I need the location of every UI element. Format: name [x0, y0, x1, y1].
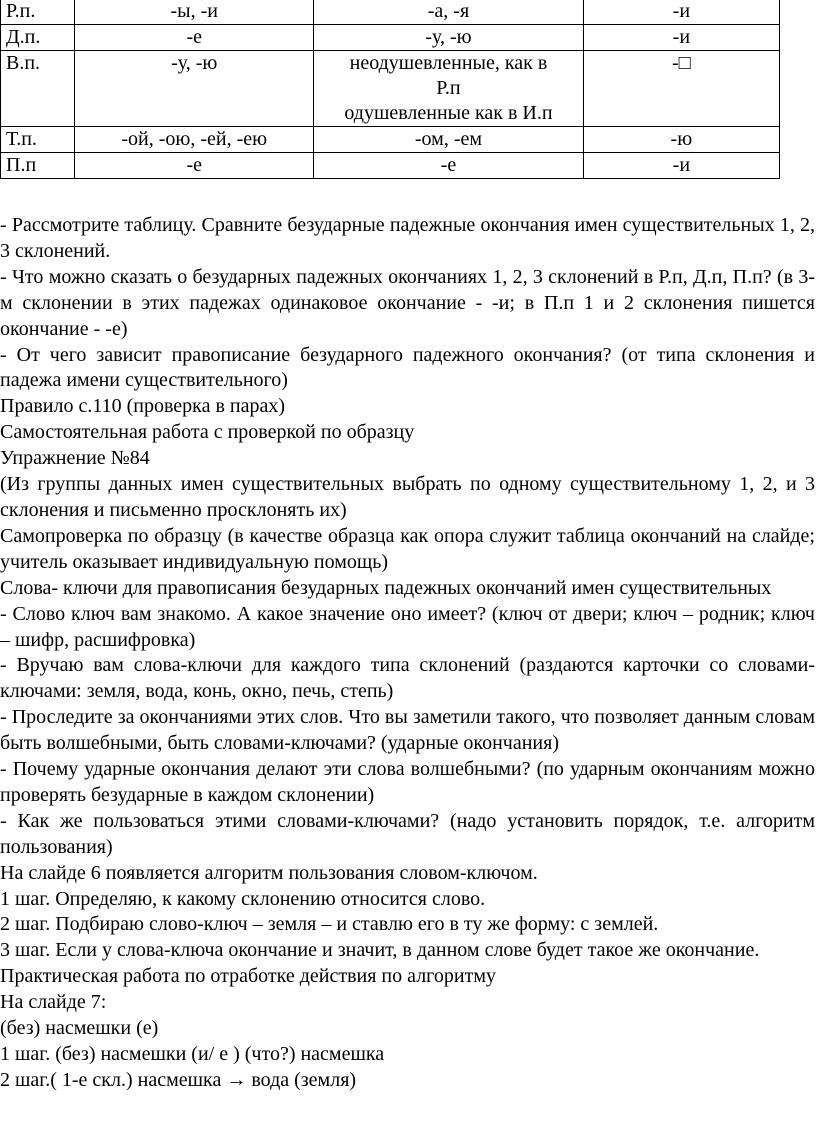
- paragraph: - Как же пользоваться этими словами-ключами? (надо установить порядок, т.е. алгоритм пользования): [0, 809, 815, 858]
- paragraph: - Проследите за окончаниями этих слов. Что вы заметили такого, что позволяет данным словам быть волшебными, быть словами-ключами? (ударные окончания): [0, 706, 815, 755]
- cell-line: Р.п: [436, 77, 461, 99]
- case-cell: Т.п.: [1, 127, 75, 153]
- ending-cell: -□: [583, 51, 779, 127]
- table-row: [1, 25, 780, 51]
- table-row: [1, 51, 780, 127]
- ending-cell: -е: [75, 25, 314, 51]
- ending-cell: -е: [314, 153, 583, 179]
- paragraph: Правило с.110 (проверка в парах): [0, 395, 285, 418]
- ending-cell: -ю: [583, 127, 779, 153]
- cell-line: одушевленные как в И.п: [344, 102, 553, 124]
- ending-cell: [314, 51, 583, 127]
- ending-cell: -ом, -ем: [314, 127, 583, 153]
- table-row: [1, 153, 780, 179]
- ending-cell: -е: [75, 153, 314, 179]
- paragraph: На слайде 6 появляется алгоритм пользования словом-ключом.: [0, 861, 538, 884]
- paragraph: 3 шаг. Если у слова-ключа окончание и значит, в данном слове будет такое же окончание.: [0, 939, 760, 962]
- table-row: [1, 127, 780, 153]
- ending-cell: -а, -я: [314, 0, 583, 25]
- document-body: [0, 213, 815, 1094]
- ending-cell: -ы, -и: [75, 0, 314, 25]
- table-row: [1, 0, 780, 25]
- paragraph: - Почему ударные окончания делают эти слова волшебными? (по ударным окончаниям можно проверять безударные в каждом склонении): [0, 758, 815, 806]
- paragraph: Самостоятельная работа с проверкой по образцу: [0, 421, 415, 444]
- case-cell: Р.п.: [1, 0, 75, 25]
- paragraph: - Рассмотрите таблицу. Сравните безударные падежные окончания имен существительных 1, 2, 3 склонений.: [0, 214, 815, 262]
- paragraph: 1 шаг. Определяю, к какому склонению относится слово.: [0, 887, 486, 910]
- paragraph: - Что можно сказать о безударных падежных окончаниях 1, 2, 3 склонений в Р.п, Д.п, П.п? (в 3-м склонении в этих падежах одинаковое окончание - -и; в П.п 1 и 2 склонения пишется окончание - -е): [0, 265, 815, 340]
- paragraph: 2 шаг. Подбираю слово-ключ – земля – и ставлю его в ту же форму: с землей.: [0, 913, 659, 936]
- ending-cell: -и: [583, 153, 779, 179]
- ending-cell: -у, -ю: [75, 51, 314, 127]
- case-cell: П.п: [1, 153, 75, 179]
- ending-cell: -и: [583, 25, 779, 51]
- case-cell: Д.п.: [1, 25, 75, 51]
- paragraph: Самопроверка по образцу (в качестве образца как опора служит таблица окончаний на слайде; учитель оказывает индивидуальную помощь): [0, 524, 815, 573]
- paragraph: 1 шаг. (без) насмешки (и/ е ) (что?) насмешка: [0, 1043, 385, 1065]
- paragraph: На слайде 7:: [0, 991, 107, 1014]
- ending-cell: -ой, -ою, -ей, -ею: [75, 127, 314, 153]
- paragraph: 2 шаг.( 1-е скл.) насмешка → вода (земля): [0, 1068, 357, 1091]
- paragraph: Слова- ключи для правописания безударных падежных окончаний имен существительных: [0, 576, 772, 599]
- paragraph: Практическая работа по отработке действия по алгоритму: [0, 965, 496, 988]
- case-cell: В.п.: [1, 51, 75, 127]
- paragraph: - Вручаю вам слова-ключи для каждого типа склонений (раздаются карточки со словами-ключами: земля, вода, конь, окно, печь, степь): [0, 654, 815, 703]
- paragraph: Упражнение №84: [0, 447, 150, 470]
- paragraph: - От чего зависит правописание безударного падежного окончания? (от типа склонения и падежа имени существительного): [0, 343, 815, 392]
- paragraph: (без) насмешки (е): [0, 1017, 159, 1040]
- ending-cell: -и: [583, 0, 779, 25]
- cell-line: неодушевленные, как в: [349, 52, 548, 74]
- paragraph: - Слово ключ вам знакомо. А какое значение оно имеет? (ключ от двери; ключ – родник; ключ – шифр, расшифровка): [0, 602, 815, 651]
- declension-endings-table: [0, 0, 780, 179]
- paragraph: (Из группы данных имен существительных выбрать по одному существительному 1, 2, и 3 склонения и письменно просклонять их): [0, 473, 815, 521]
- ending-cell: -у, -ю: [314, 25, 583, 51]
